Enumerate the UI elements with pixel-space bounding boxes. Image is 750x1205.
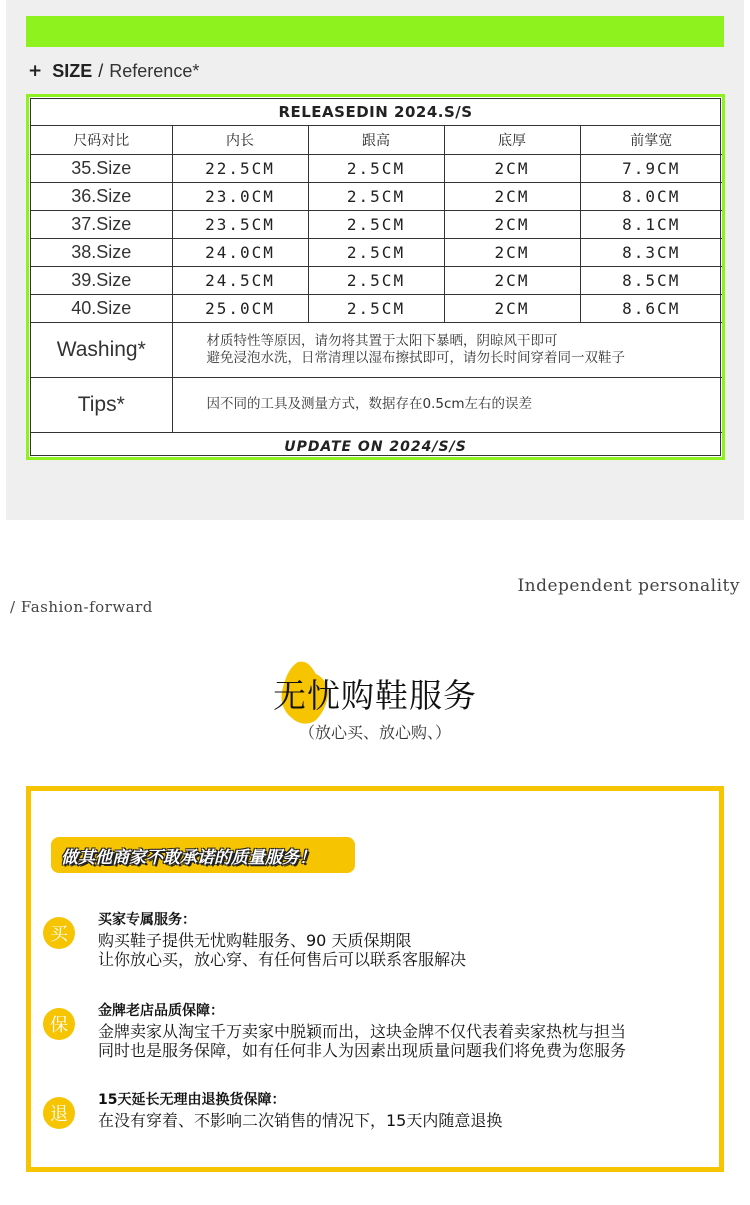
size-chart-table [31, 126, 722, 433]
heel-height-cell: 2.5CM [308, 266, 444, 294]
promise-text: 做其他商家不敢承诺的质量服务！ [61, 847, 316, 868]
forefoot-width-cell: 8.3CM [580, 238, 722, 266]
green-banner-bar [26, 16, 724, 47]
forefoot-width-cell: 8.0CM [580, 182, 722, 210]
size-cell: 37.Size [31, 210, 172, 238]
forefoot-width-cell: 8.6CM [580, 294, 722, 322]
inner-length-cell: 24.0CM [172, 238, 308, 266]
inner-length-cell: 23.5CM [172, 210, 308, 238]
table-row [31, 154, 722, 182]
heel-height-cell: 2.5CM [308, 294, 444, 322]
size-cell: 40.Size [31, 294, 172, 322]
column-header: 尺码对比 [31, 126, 172, 154]
promise-badge [51, 837, 355, 873]
inner-length-cell: 24.5CM [172, 266, 308, 294]
table-row [31, 210, 722, 238]
size-label: SIZE [52, 60, 93, 81]
washing-line: 避免浸泡水洗，日常清理以湿布擦拭即可，请勿长时间穿着同一双鞋子 [206, 349, 625, 366]
sole-thickness-cell: 2CM [444, 294, 580, 322]
guarantee-text [98, 1022, 626, 1060]
inner-length-cell: 22.5CM [172, 154, 308, 182]
buy-icon: 买 [43, 917, 75, 949]
washing-line: 材质特性等原因，请勿将其置于太阳下暴晒，阴晾风干即可 [206, 332, 558, 349]
size-table [30, 98, 721, 456]
washing-instructions [172, 322, 722, 377]
heel-height-cell: 2.5CM [308, 210, 444, 238]
guarantee-text [98, 931, 466, 969]
slash-separator: / [98, 60, 104, 81]
table-header-row [31, 126, 722, 154]
heel-height-cell: 2.5CM [308, 182, 444, 210]
tips-row [31, 377, 722, 432]
guarantee-heading: 买家专属服务： [98, 912, 196, 928]
column-header: 内长 [172, 126, 308, 154]
column-header: 跟高 [308, 126, 444, 154]
guarantee-text [98, 1111, 502, 1130]
table-row [31, 238, 722, 266]
size-cell: 39.Size [31, 266, 172, 294]
reference-label: Reference* [109, 60, 200, 81]
size-table-frame [26, 94, 725, 460]
size-cell: 36.Size [31, 182, 172, 210]
service-title: 无忧购鞋服务 [273, 676, 477, 715]
service-title-block [0, 656, 750, 746]
sole-thickness-cell: 2CM [444, 210, 580, 238]
guarantee-heading: 金牌老店品质保障： [98, 1003, 224, 1019]
tips-text: 因不同的工具及测量方式，数据存在0.5cm左右的误差 [172, 377, 722, 432]
sole-thickness-cell: 2CM [444, 182, 580, 210]
guarantee-line: 金牌卖家从淘宝千万卖家中脱颖而出，这块金牌不仅代表着卖家热枕与担当 [98, 1022, 627, 1041]
inner-length-cell: 25.0CM [172, 294, 308, 322]
size-cell: 38.Size [31, 238, 172, 266]
heel-height-cell: 2.5CM [308, 238, 444, 266]
sole-thickness-cell: 2CM [444, 154, 580, 182]
sole-thickness-cell: 2CM [444, 238, 580, 266]
forefoot-width-cell: 8.1CM [580, 210, 722, 238]
guarantee-line: 让你放心买，放心穿、有任何售后可以联系客服解决 [98, 950, 467, 969]
release-title: RELEASEDIN 2024.S/S [31, 99, 720, 126]
washing-row [31, 322, 722, 377]
guarantee-shield-icon: 保 [43, 1008, 75, 1040]
table-row [31, 266, 722, 294]
guarantee-line: 购买鞋子提供无忧购鞋服务、90 天质保期限 [98, 931, 412, 950]
guarantee-heading: 15天延长无理由退换货保障： [98, 1092, 286, 1108]
return-icon: 退 [43, 1097, 75, 1129]
tagline-fashion: / Fashion-forward [10, 598, 153, 616]
tagline-independent: Independent personality [517, 576, 740, 596]
guarantee-line: 同时也是服务保障，如有任何非人为因素出现质量问题我们将免费为您服务 [98, 1041, 627, 1060]
tips-label: Tips* [31, 377, 172, 432]
washing-label: Washing* [31, 322, 172, 377]
size-cell: 35.Size [31, 154, 172, 182]
plus-icon: + [28, 61, 43, 81]
table-row [31, 294, 722, 322]
forefoot-width-cell: 7.9CM [580, 154, 722, 182]
forefoot-width-cell: 8.5CM [580, 266, 722, 294]
guarantee-box [26, 786, 724, 1172]
inner-length-cell: 23.0CM [172, 182, 308, 210]
sole-thickness-cell: 2CM [444, 266, 580, 294]
update-note: UPDATE ON 2024/S/S [284, 438, 467, 455]
size-heading [28, 58, 199, 84]
service-subtitle: （放心买、放心购、） [298, 723, 451, 742]
heel-height-cell: 2.5CM [308, 154, 444, 182]
column-header: 前掌宽 [580, 126, 722, 154]
guarantee-line: 在没有穿着、不影响二次销售的情况下，15天内随意退换 [98, 1111, 503, 1130]
table-row [31, 182, 722, 210]
column-header: 底厚 [444, 126, 580, 154]
